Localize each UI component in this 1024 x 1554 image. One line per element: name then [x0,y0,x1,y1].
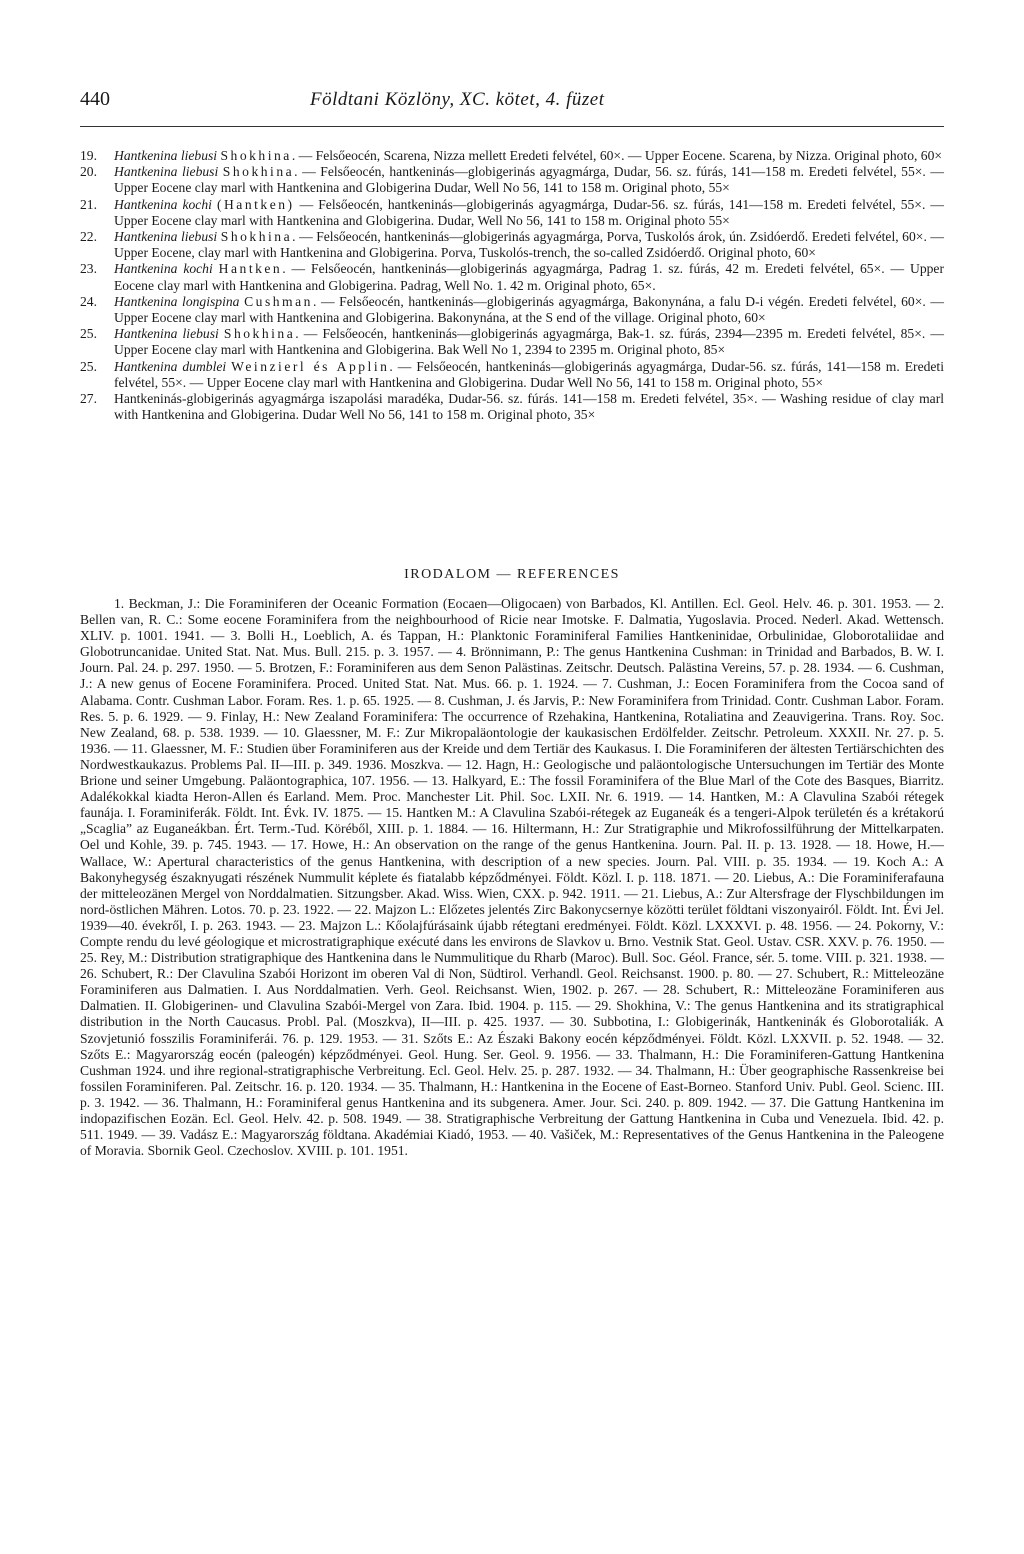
caption-item [80,359,944,391]
caption-description: . — Felsőeocén, hantkeninás—globigerinás agyagmárga, Bak-1. sz. fúrás, 2394—2395 m. Eredeti felvétel, 85×. — Upper Eocene clay marl with Hantkenina and Globigerina. Bak Well No 1, 2394 to 2395 m. Original photo, 85× [114,326,944,358]
page-header [80,88,944,111]
species-name: Hantkenina kochi [114,261,213,277]
caption-number: 19. [80,148,97,163]
caption-item [80,197,944,229]
species-name: Hantkenina dumblei [114,358,227,374]
journal-title: Földtani Közlöny, XC. kötet, 4. füzet [310,89,605,110]
caption-text [114,359,944,391]
species-name: Hantkenina liebusi [114,229,218,245]
caption-number: 21. [80,196,97,212]
species-name: Hantkenina kochi [114,196,212,212]
species-author: Weinzierl és Applin [231,358,390,374]
caption-number: 25. [80,326,97,342]
caption-item [80,391,944,423]
caption-description: Hantkeninás-globigerinás agyagmárga iszapolási maradéka, Dudar-56. sz. fúrás. 141—158 m. Eredeti felvétel, 35×. — Washing residue of clay marl with Hantkenina and Globigerina. Dudar Well No 56, 141 to 158 m. Original photo, 35× [114,391,944,423]
species-name: Hantkenina liebusi [114,148,218,163]
plate-captions [80,148,944,423]
species-author: (Hantken) [216,196,295,212]
caption-text [114,261,944,293]
caption-description: . — Felsőeocén, hantkeninás—globigerinás agyagmárga, Porva, Tuskolós árok, ún. Zsidóerdő. Eredeti felvétel, 60×. — Upper Eocene, clay marl with Hantkenina and Globigerina. Porva, Tuskolós-trench, the so-called Zsidóerdő. Original photo, 60× [114,229,944,261]
species-author: Shokhina [222,164,295,180]
caption-text [114,197,944,229]
caption-number: 20. [80,164,97,180]
caption-item [80,229,944,261]
species-name: Hantkenina longispina [114,293,240,309]
caption-text [114,326,944,358]
caption-description: . — Felsőeocén, hantkeninás—globigerinás agyagmárga, Dudar-56. sz. fúrás, 141—158 m. Eredeti felvétel, 55×. — Upper Eocene clay marl with Hantkenina and Globigerina. Dudar Well No 56, 141 to 158 m. Original photo, 55× [114,358,944,390]
page-number: 440 [80,88,110,110]
species-author: Shokhina [220,229,293,245]
caption-item [80,148,944,164]
caption-description: — Felsőeocén, hantkeninás—globigerinás agyagmárga, Dudar-56. sz. fúrás, 141—158 m. Eredeti felvétel, 55×. — Upper Eocene clay marl with Hantkenina and Globigerina. Dudar, Well No 56, 141 to 158 m. Original photo 55× [114,196,944,228]
caption-item [80,326,944,358]
caption-number: 22. [80,229,97,245]
caption-item [80,164,944,196]
caption-description: . — Felsőeocén, Scarena, Nizza mellett Eredeti felvétel, 60×. — Upper Eocene. Scarena, by Nizza. Original photo, 60× [291,148,943,163]
header-rule [80,126,944,127]
caption-text [114,294,944,326]
caption-number: 24. [80,293,97,309]
caption-description: . — Felsőeocén, hantkeninás—globigerinás agyagmárga, Dudar, 56. sz. fúrás, 141—158 m. Eredeti felvétel, 55×. — Upper Eocene clay marl with Hantkenina and Globigerina Dudar, Well No 56, 141 to 158 m. Original photo, 55× [114,164,944,196]
species-author: Shokhina [220,148,292,163]
species-name: Hantkenina liebusi [114,164,219,180]
caption-text [114,148,944,164]
caption-item [80,294,944,326]
caption-text [114,164,944,196]
caption-description: . — Felsőeocén, hantkeninás—globigerinás agyagmárga, Padrag 1. sz. fúrás, 42 m. Eredeti felvétel, 65×. — Upper Eocene clay marl with Hantkenina and Globigerina. Padrag, Well No. 1. 42 m. Original photo, 65×. [114,261,944,293]
caption-text [114,391,944,423]
references-heading: IRODALOM — REFERENCES [404,567,620,582]
references-list [80,596,944,1159]
caption-item [80,261,944,293]
reference-paragraph: 1. Beckman, J.: Die Foraminiferen der Oceanic Formation (Eocaen—Oligocaen) von Barbados, Kl. Antillen. Ecl. Geol. Helv. 46. p. 301. 1953. — 2. Bellen van, R. C.: Some eocene Foraminifera from the neighbourhood of Ricie near Imotske. F. Dalmatia, Yugoslavia. Proced. Nederl. Akad. Wettensch. XLIV. p. 1001. 1941. — 3. Bolli H., Loeblich, A. és Tappan, H.: Planktonic Foraminiferal Families Hantkeninidae, Orbulinidae, Globorotaliidae and Globotruncanidae. United Stat. Nat. Mus. Bull. 215. p. 3. 1957. — 4. Brönnimann, P.: The genus Hantkenina Cushman: in Trinidad and Barbados, B. W. I. Journ. Pal. 24. p. 297. 1950. — 5. Brotzen, F.: Foraminiferen aus dem Senon Palästinas. Zeitschr. Deutsch. Palästina Vereins, 57. p. 28. 1934. — 6. Cushman, J.: A new genus of Eocene Foraminifera. Proced. United Stat. Nat. Mus. 66. p. 1. 1924. — 7. Cushman, J.: Eocen Foraminifera from the Cocoa sand of Alabama. Contr. Cushman Labor. Foram. Res. 1. p. 65. 1925. — 8. Cushman, J. és Jarvis, P.: New Foraminifera from Trinidad. Contr. Cushman Labor. Foram. Res. 5. p. 6. 1929. — 9. Finlay, H.: New Zealand Foraminifera: The occurrence of Rzehakina, Hantkenina, Rotaliatina and Zeauvigerina. Trans. Roy. Soc. New Zealand, 68. p. 538. 1939. — 10. Glaessner, M. F.: Zur Mikropaläontologie der kaukasischen Erdölfelder. Zeitschr. Petroleum. XXXII. Nr. 27. p. 5. 1936. — 11. Glaessner, M. F.: Studien über Foraminiferen aus der Kreide und dem Tertiär des Kaukasus. I. Die Foraminiferen der ältesten Tertiärschichten des Nordwestkaukazus. Problems Pal. II—III. p. 349. 1936. Moszkva. — 12. Hagn, H.: Geologische und paläontologische Untersuchungen im Tertiär des Monte Brione und seiner Umgebung. Paläontographica, 107. 1956. — 13. Halkyard, E.: The fossil Foraminifera of the Blue Marl of the Cote des Basques, Biarritz. Adalékokkal kiadta Heron-Allen és Earland. Mem. Proc. Manchester Lit. Phil. Soc. LXII. Nr. 6. 1919. — 14. Hantken, M.: A Clavulina Szabói rétegek faunája. I. Foraminiferák. Földt. Int. Évk. IV. 1875. — 15. Hantken M.: A Clavulina Szabói-rétegek az Euganeák és a tengeri-Alpok területén és a krétakorú „Scaglia” az Euganeákban. Ért. Term.-Tud. Köréből, XIII. p. 1. 1884. — 16. Hiltermann, H.: Zur Stratigraphie und Mikrofossilführung der Mittelkarpaten. Oel und Kohle, 39. p. 745. 1943. — 17. Howe, H.: An observation on the range of the genus Hantkenina. Journ. Pal. II. p. 13. 1928. — 18. Howe, H.—Wallace, W.: Apertural characteristics of the genus Hantkenina, with description of a new species. Journ. Pal. VIII. p. 35. 1934. — 19. Koch A.: A Bakonyhegység északnyugati részének Nummulit képlete és fiatalabb képződményei. Földt. Közl. I. p. 118. 1871. — 20. Liebus, A.: Die Foraminiferafauna der mitteleozänen Mergel von Norddalmatien. Sitzungsber. Akad. Wiss. Wien, CXX. p. 942. 1911. — 21. Liebus, A.: Zur Altersfrage der Flyschbildungen im nord-östlichen Mähren. Lotos. 70. p. 23. 1922. — 22. Majzon L.: Előzetes jelentés Zirc Bakonycsernye közötti terület földtani viszonyairól. Földt. Int. Évi Jel. 1939—40. évekről, I. p. 263. 1943. — 23. Majzon L.: Kőolajfúrásaink újabb rétegtani eredményei. Földt. Közl. LXXXVI. p. 48. 1956. — 24. Pokorny, V.: Compte rendu du levé géologique et microstratigraphique exécuté dans les environs de Slavkov u. Brno. Vestnik Stat. Geol. Ustav. CSR. XXV. p. 76. 1950. — 25. Rey, M.: Distribution stratigraphique des Hantkenina dans le Nummulitique du Rharb (Maroc). Bull. Soc. Géol. France, sér. 5. tome. VIII. p. 321. 1938. — 26. Schubert, R.: Der Clavulina Szabói Horizont im oberen Val di Non, Südtirol. Verhandl. Geol. Reichsanst. 1900. p. 80. — 27. Schubert, R.: Mitteleozäne Foraminiferen aus Dalmatien. I. Aus Norddalmatien. Verh. Geol. Reichsanst. Wien, 1902. p. 267. — 28. Schubert, R.: Mitteleozäne Foraminiferen aus Dalmatien. II. Globigerinen- und Clavulina Szabói-Mergel von Zara. Ibid. 1904. p. 115. — 29. Shokhina, V.: The genus Hantkenina and its stratigraphical distribution in the North Caucasus. Probl. Pal. (Moszkva), II—III. p. 425. 1937. — 30. Subbotina, I.: Globigerinák, Hantkeninák és Globorotaliák. A Szovjetunió fosszilis Foraminiferái. 76. p. 129. 1953. — 31. Szőts E.: Az Északi Bakony eocén képződményei. Földt. Közl. LXXVII. p. 52. 1948. — 32. Szőts E.: Magyarország eocén (paleogén) képződményei. Geol. Hung. Ser. Geol. 9. 1956. — 33. Thalmann, H.: Die Foraminiferen-Gattung Hantkenina Cushman 1924. und ihre regional-stratigraphische Verbreitung. Ecl. Geol. Helv. 25. p. 287. 1932. — 34. Thalmann, H.: Über geographische Rassenkreise bei fossilen Foraminiferen. Pal. Zeitschr. 16. p. 120. 1934. — 35. Thalmann, H.: Hantkenina in the Eocene of East-Borneo. Stanford Univ. Publ. Geol. Scienc. III. p. 3. 1942. — 36. Thalmann, H.: Foraminiferal genus Hantkenina and its subgenera. Amer. Jour. Sci. 240. p. 809. 1942. — 37. Die Gattung Hantkenina im indopazifischen Eozän. Ecl. Geol. Helv. 42. p. 508. 1949. — 38. Stratigraphische Verbreitung der Gattung Hantkenina in Cuba und Venezuela. Ibid. 42. p. 511. 1949. — 39. Vadász E.: Magyarország földtana. Akadémiai Kiadó, 1953. — 40. Vašiček, M.: Representatives of the Genus Hantkenina in the Paleogene of Moravia. Sbornik Geol. Czechoslov. XVIII. p. 101. 1951. [80,596,944,1159]
caption-number: 25. [80,358,97,374]
caption-text [114,229,944,261]
caption-number: 27. [80,391,97,407]
caption-description: . — Felsőeocén, hantkeninás—globigerinás agyagmárga, Bakonynána, a falu D-i végén. Eredeti felvétel, 60×. — Upper Eocene clay marl with Hantkenina and Globigerina. Bakonynána, at the S end of the village. Original photo, 60× [114,293,944,326]
species-author: Shokhina [223,326,296,342]
species-author: Hantken [218,261,283,277]
species-name: Hantkenina liebusi [114,326,219,342]
species-author: Cushman [244,293,313,309]
caption-number: 23. [80,261,97,277]
